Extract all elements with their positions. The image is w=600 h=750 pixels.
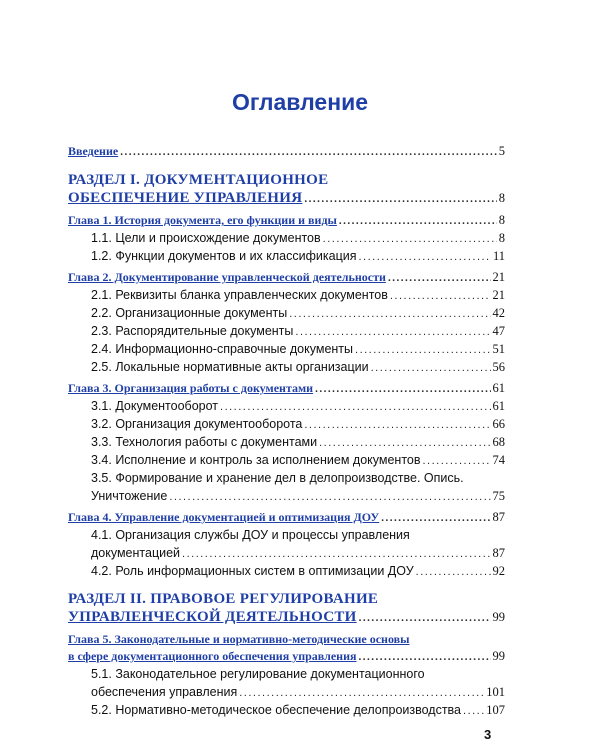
toc-entry-2-4[interactable]: 2.4. Информационно-справочные документы ..... 51 — [91, 342, 505, 357]
toc-entry-3-5[interactable]: Уничтожение ..... 75 — [91, 489, 505, 504]
toc-entry-2-1[interactable]: 2.1. Реквизиты бланка управленческих документов ..... 21 — [91, 288, 505, 303]
toc-entry-1-1[interactable]: 1.1. Цели и происхождение документов ..... 8 — [91, 231, 505, 246]
toc-entry-section-1[interactable]: ОБЕСПЕЧЕНИЕ УПРАВЛЕНИЯ ..... 8 — [68, 190, 505, 207]
toc-entry-2-3[interactable]: 2.3. Распорядительные документы ..... 47 — [91, 324, 505, 339]
toc-entry-1-2[interactable]: 1.2. Функции документов и их классификация ..... 11 — [91, 249, 505, 264]
toc-entry-chapter-2[interactable]: Глава 2. Документирование управленческой деятельности ..... 21 — [68, 270, 505, 285]
toc-entry-2-2[interactable]: 2.2. Организационные документы ..... 42 — [91, 306, 505, 321]
toc-entry-4-2[interactable]: 4.2. Роль информационных систем в оптимизации ДОУ ..... 92 — [91, 564, 505, 579]
toc-entry-2-5[interactable]: 2.5. Локальные нормативные акты организации ..... 56 — [91, 360, 505, 375]
toc-entry-section-2[interactable]: УПРАВЛЕНЧЕСКОЙ ДЕЯТЕЛЬНОСТИ ..... 99 — [68, 609, 505, 626]
toc-entry-chapter-5[interactable]: в сфере документационного обеспечения управления ..... 99 — [68, 649, 505, 664]
section-1-title-line1: РАЗДЕЛ I. ДОКУМЕНТАЦИОННОЕ — [68, 172, 329, 188]
toc-entry-3-1[interactable]: 3.1. Документооборот ..... 61 — [91, 399, 505, 414]
toc-entry-5-1-line1: 5.1. Законодательное регулирование документационного — [91, 667, 425, 681]
section-2-title-line1: РАЗДЕЛ II. ПРАВОВОЕ РЕГУЛИРОВАНИЕ — [68, 591, 379, 607]
toc-entry-chapter-4[interactable]: Глава 4. Управление документацией и оптимизация ДОУ ..... 87 — [68, 510, 505, 525]
toc-entry-intro[interactable]: Введение ..... 5 — [68, 144, 505, 159]
toc-entry-3-5-line1: 3.5. Формирование и хранение дел в делопроизводстве. Опись. — [91, 471, 464, 485]
toc-entry-4-1-line1: 4.1. Организация службы ДОУ и процессы управления — [91, 528, 410, 542]
toc-entry-5-1[interactable]: обеспечения управления ..... 101 — [91, 685, 505, 700]
toc-entry-chapter-3[interactable]: Глава 3. Организация работы с документами ..... 61 — [68, 381, 505, 396]
toc-entry-chapter-5-line1: Глава 5. Законодательные и нормативно-методические основы — [68, 632, 410, 646]
toc-entry-3-4[interactable]: 3.4. Исполнение и контроль за исполнением документов ..... 74 — [91, 453, 505, 468]
toc-entry-5-2[interactable]: 5.2. Нормативно-методическое обеспечение делопроизводства ..... 107 — [91, 703, 505, 718]
toc-entry-3-2[interactable]: 3.2. Организация документооборота ..... 66 — [91, 417, 505, 432]
toc-entry-4-1[interactable]: документацией ..... 87 — [91, 546, 505, 561]
page-title: Оглавление — [231, 89, 369, 115]
toc-entry-3-3[interactable]: 3.3. Технология работы с документами ..... 68 — [91, 435, 505, 450]
page-number: 3 — [484, 727, 492, 742]
toc-entry-chapter-1[interactable]: Глава 1. История документа, его функции и виды ..... 8 — [68, 213, 505, 228]
